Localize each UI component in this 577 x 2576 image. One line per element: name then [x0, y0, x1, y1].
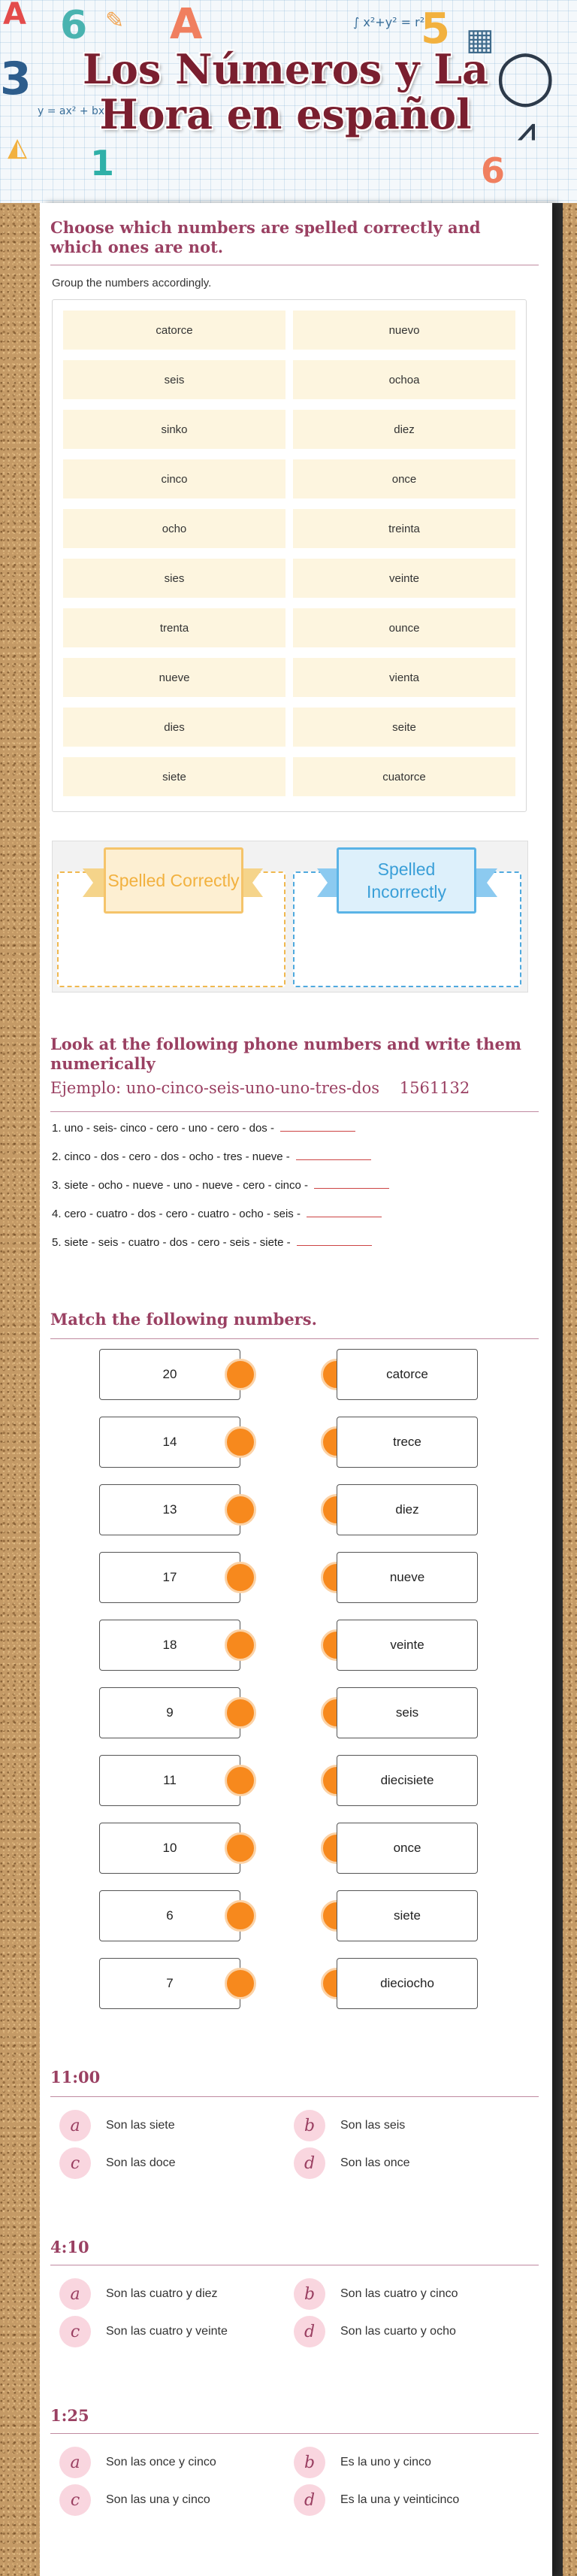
option-d[interactable]	[294, 2316, 456, 2347]
number-6b-icon: 6	[481, 150, 506, 191]
match-left-box[interactable]: 13	[99, 1484, 240, 1535]
number-6-icon: 6	[60, 3, 88, 48]
option-c[interactable]	[59, 2316, 228, 2347]
match-right-box[interactable]: diecisiete	[337, 1755, 478, 1806]
match-right-box[interactable]: nueve	[337, 1552, 478, 1603]
banner-spelled-incorrectly: Spelled Incorrectly	[337, 847, 476, 914]
option-label: Son las cuarto y ocho	[340, 2325, 456, 2338]
match-right-box[interactable]: once	[337, 1823, 478, 1874]
question-divider	[50, 2433, 539, 2434]
header-banner	[0, 0, 577, 203]
option-letter-badge: c	[59, 2316, 91, 2347]
option-label: Son las cuatro y cinco	[340, 2287, 458, 2300]
phone-line: 4. cero - cuatro - dos - cero - cuatro - ocho - seis -	[52, 1208, 382, 1220]
group-item[interactable]: dies	[63, 708, 285, 747]
section2-example: Ejemplo: uno-cinco-seis-uno-uno-tres-dos 1561132	[50, 1079, 470, 1097]
group-item[interactable]: vienta	[293, 658, 515, 697]
option-label: Son las cuatro y veinte	[106, 2325, 228, 2338]
match-left-dot[interactable]	[225, 1968, 256, 1999]
match-left-dot[interactable]	[225, 1900, 256, 1932]
formula-text-icon: ∫ x²+y² = r²	[353, 15, 425, 29]
group-item[interactable]: ounce	[293, 608, 515, 647]
buckets-area	[52, 841, 528, 993]
group-item[interactable]: siete	[63, 757, 285, 796]
group-item[interactable]: once	[293, 459, 515, 499]
option-letter-badge: a	[59, 2447, 91, 2478]
banner-spelled-correctly: Spelled Correctly	[104, 847, 243, 914]
option-letter-badge: c	[59, 2147, 91, 2179]
match-left-box[interactable]: 14	[99, 1417, 240, 1468]
option-letter-badge: d	[294, 2484, 325, 2516]
match-right-box[interactable]: dieciocho	[337, 1958, 478, 2009]
section1-title: Choose which numbers are spelled correctly and which ones are not.	[50, 218, 481, 256]
match-right-box[interactable]: veinte	[337, 1620, 478, 1671]
question-divider	[50, 2096, 539, 2097]
answer-blank[interactable]	[297, 1245, 372, 1246]
match-left-box[interactable]: 9	[99, 1687, 240, 1738]
sharpener-icon: ✎	[105, 8, 125, 34]
option-b[interactable]	[294, 2278, 458, 2310]
phone-line: 5. siete - seis - cuatro - dos - cero - seis - siete -	[52, 1236, 372, 1249]
section3-divider	[50, 1338, 539, 1339]
page-title: Los Números y La Hora en español	[82, 45, 489, 138]
match-left-box[interactable]: 6	[99, 1890, 240, 1941]
match-left-box[interactable]: 20	[99, 1349, 240, 1400]
group-item[interactable]: ocho	[63, 509, 285, 548]
match-left-dot[interactable]	[225, 1359, 256, 1390]
option-a[interactable]	[59, 2278, 218, 2310]
group-item[interactable]: sinko	[63, 410, 285, 449]
match-left-dot[interactable]	[225, 1494, 256, 1526]
match-right-box[interactable]: siete	[337, 1890, 478, 1941]
answer-blank[interactable]	[314, 1188, 389, 1189]
match-left-dot[interactable]	[225, 1832, 256, 1864]
option-label: Es la una y veinticinco	[340, 2493, 460, 2506]
letter-a-red-icon: A	[170, 0, 203, 49]
option-label: Es la uno y cinco	[340, 2456, 431, 2468]
option-letter-badge: a	[59, 2110, 91, 2141]
match-left-dot[interactable]	[225, 1562, 256, 1593]
option-label: Son las doce	[106, 2156, 176, 2169]
match-left-box[interactable]: 10	[99, 1823, 240, 1874]
group-item[interactable]: cinco	[63, 459, 285, 499]
option-a[interactable]	[59, 2447, 216, 2478]
match-left-dot[interactable]	[225, 1697, 256, 1729]
option-letter-badge: b	[294, 2447, 325, 2478]
sheet-shadow	[552, 203, 563, 2576]
match-left-box[interactable]: 11	[99, 1755, 240, 1806]
option-label: Son las once	[340, 2156, 410, 2169]
group-item[interactable]: trenta	[63, 608, 285, 647]
answer-blank[interactable]	[280, 1131, 355, 1132]
match-left-dot[interactable]	[225, 1629, 256, 1661]
match-left-dot[interactable]	[225, 1765, 256, 1796]
option-letter-badge: b	[294, 2278, 325, 2310]
match-left-box[interactable]: 18	[99, 1620, 240, 1671]
option-letter-badge: d	[294, 2316, 325, 2347]
triangle-icon: ◭	[8, 132, 28, 162]
option-d[interactable]	[294, 2147, 410, 2179]
option-letter-badge: d	[294, 2147, 325, 2179]
section2-divider	[50, 1111, 539, 1112]
compass-icon: ⩘	[518, 113, 536, 147]
option-letter-badge: a	[59, 2278, 91, 2310]
group-item[interactable]: ochoa	[293, 360, 515, 399]
option-b[interactable]	[294, 2447, 431, 2478]
option-d[interactable]	[294, 2484, 459, 2516]
section2-title: Look at the following phone numbers and write them numerically	[50, 1035, 522, 1073]
number-1-icon: 1	[90, 143, 115, 183]
option-b[interactable]	[294, 2110, 405, 2141]
group-item[interactable]: nuevo	[293, 311, 515, 350]
option-label: Son las once y cinco	[106, 2456, 216, 2468]
calculator-icon: ▦	[466, 23, 494, 57]
group-item[interactable]: cuatorce	[293, 757, 515, 796]
worksheet	[40, 203, 552, 2576]
section1-instruction: Group the numbers accordingly.	[52, 277, 212, 289]
match-right-box[interactable]: trece	[337, 1417, 478, 1468]
group-item[interactable]: sies	[63, 559, 285, 598]
number-3-icon: 3	[0, 53, 32, 105]
option-label: Son las seis	[340, 2119, 406, 2132]
group-item[interactable]: nueve	[63, 658, 285, 697]
option-letter-badge: b	[294, 2110, 325, 2141]
option-label: Son las una y cinco	[106, 2493, 210, 2506]
phone-line: 1. uno - seis- cinco - cero - uno - cero - dos -	[52, 1122, 355, 1135]
phone-line: 3. siete - ocho - nueve - uno - nueve - cero - cinco -	[52, 1179, 389, 1192]
option-c[interactable]	[59, 2147, 176, 2179]
answer-blank[interactable]	[296, 1159, 371, 1160]
option-label: Son las cuatro y diez	[106, 2287, 218, 2300]
option-letter-badge: c	[59, 2484, 91, 2516]
question-title: 1:25	[50, 2406, 89, 2425]
group-item[interactable]: diez	[293, 410, 515, 449]
group-item[interactable]: treinta	[293, 509, 515, 548]
match-right-box[interactable]: catorce	[337, 1349, 478, 1400]
match-left-dot[interactable]	[225, 1426, 256, 1458]
match-right-box[interactable]: seis	[337, 1687, 478, 1738]
option-c[interactable]	[59, 2484, 210, 2516]
match-right-box[interactable]: diez	[337, 1484, 478, 1535]
section3-title: Match the following numbers.	[50, 1310, 317, 1329]
group-item[interactable]: seite	[293, 708, 515, 747]
group-item[interactable]: seis	[63, 360, 285, 399]
question-title: 4:10	[50, 2238, 89, 2256]
match-left-box[interactable]: 17	[99, 1552, 240, 1603]
match-left-box[interactable]: 7	[99, 1958, 240, 2009]
option-label: Son las siete	[106, 2119, 175, 2132]
letter-a-icon: A	[3, 0, 26, 32]
question-title: 11:00	[50, 2068, 101, 2087]
group-item[interactable]: veinte	[293, 559, 515, 598]
circle-diagram-icon: ◯	[496, 45, 555, 107]
group-item[interactable]: catorce	[63, 311, 285, 350]
option-a[interactable]	[59, 2110, 175, 2141]
phone-line: 2. cinco - dos - cero - dos - ocho - tres - nueve -	[52, 1150, 371, 1163]
items-container	[52, 299, 527, 812]
equation-text-icon: y = ax² + bx	[38, 105, 105, 117]
number-5-icon: 5	[421, 5, 450, 53]
